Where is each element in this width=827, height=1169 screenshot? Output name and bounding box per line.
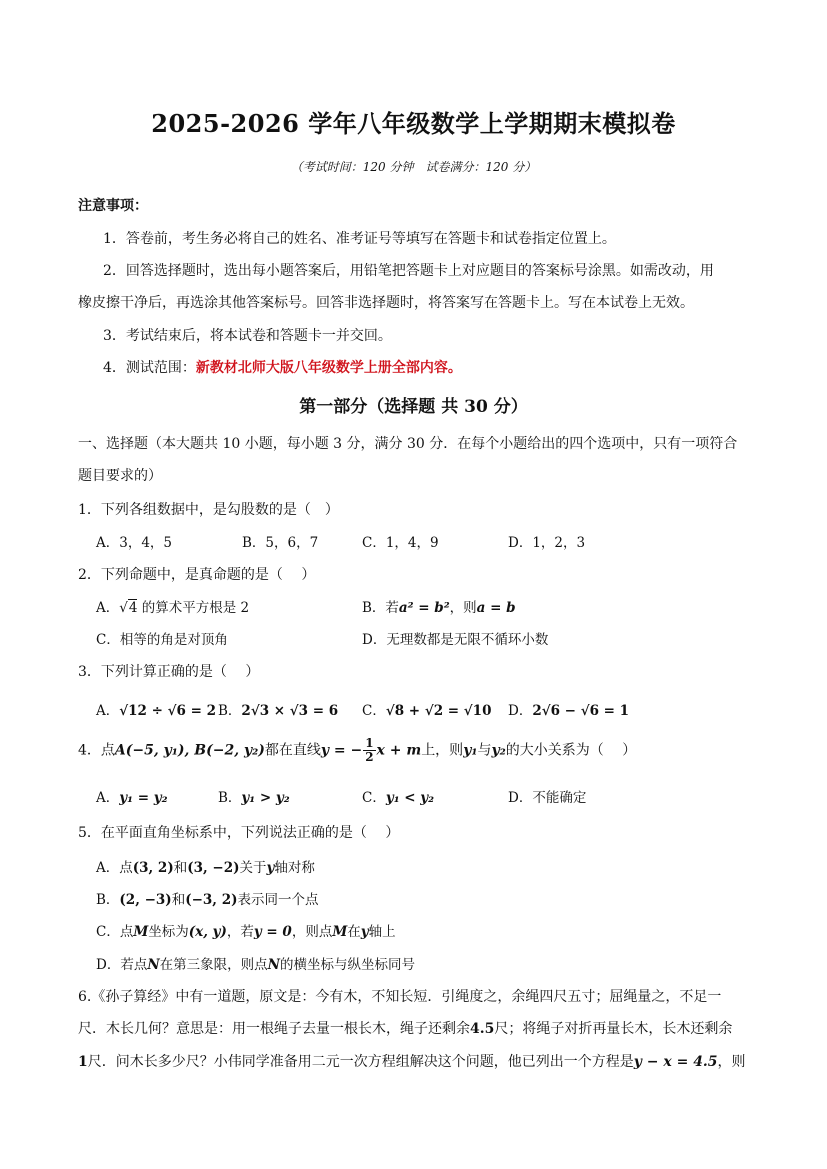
q1-option-a: A．3，4，5 — [96, 535, 173, 551]
notice-heading: 注意事项： — [78, 198, 148, 214]
q3-option-a: A．√12 ÷ √6 = 2 — [96, 703, 216, 719]
q1-option-b: B．5，6，7 — [242, 535, 319, 551]
q5-option-a: A．点(3, 2)和(3, −2)关于y轴对称 — [96, 860, 315, 876]
q4-option-a: A．y₁ = y₂ — [96, 790, 168, 806]
q3-option-d: D．2√6 − √6 = 1 — [508, 703, 630, 719]
section-title: 第一部分（选择题 共 30 分） — [299, 397, 528, 417]
q2-option-b: B．若a² = b²，则a = b — [362, 600, 516, 616]
q1-option-c: C．1，4，9 — [362, 535, 439, 551]
notice-item-1: 1．答卷前，考生务必将自己的姓名、准考证号等填写在答题卡和试卷指定位置上。 — [103, 231, 616, 247]
q1-option-d: D．1，2，3 — [508, 535, 586, 551]
exam-info: （考试时间：120 分钟 试卷满分：120 分） — [290, 160, 537, 174]
section-intro-2: 题目要求的） — [78, 468, 162, 484]
q5-option-d: D．若点N在第三象限，则点N的横坐标与纵坐标同号 — [96, 957, 416, 973]
q4-option-d: D．不能确定 — [508, 790, 587, 806]
q4-option-c: C．y₁ < y₂ — [362, 790, 435, 806]
question-6-line-3: 1尺．问木长多少尺？小伟同学准备用二元一次方程组解决这个问题，他已列出一个方程是y − x = 4.5，则 — [78, 1054, 746, 1070]
question-4-stem: 4．点A(−5, y₁), B(−2, y₂)都在直线y = − $\frac{1}{2}$ x + m上，则y₁与y₂的大小关系为（ ） — [78, 736, 637, 764]
scope-label: 4．测试范围： — [103, 360, 196, 376]
notice-item-2-cont: 橡皮擦干净后，再选涂其他答案标号。回答非选择题时，将答案写在答题卡上。写在本试卷上无效。 — [78, 295, 694, 311]
q3-option-c: C．√8 + √2 = √10 — [362, 703, 492, 719]
q3-option-b: B．2√3 × √3 = 6 — [218, 703, 339, 719]
question-3-stem: 3．下列计算正确的是（ ） — [78, 664, 260, 680]
question-1-stem: 1．下列各组数据中，是勾股数的是（ ） — [78, 502, 339, 518]
q5-option-c: C．点M坐标为(x, y)，若y = 0，则点M在y轴上 — [96, 924, 396, 940]
q2-option-d: D．无理数都是无限不循环小数 — [362, 632, 549, 648]
question-6-line-2: 尺．木长几何？意思是：用一根绳子去量一根长木，绳子还剩余4.5尺；将绳子对折再量长木，长木还剩余 — [78, 1021, 733, 1037]
q5-option-b: B．(2, −3)和(−3, 2)表示同一个点 — [96, 892, 319, 908]
notice-item-4 — [103, 357, 462, 377]
notice-item-3: 3．考试结束后，将本试卷和答题卡一并交回。 — [103, 328, 392, 344]
section-intro-1: 一、选择题（本大题共 10 小题，每小题 3 分，满分 30 分．在每个小题给出的四个选项中，只有一项符合 — [78, 436, 738, 452]
q2-option-a: A．√4 的算术平方根是 2 — [96, 600, 250, 616]
page-title: 2025-2026 学年八年级数学上学期期末模拟卷 — [151, 109, 676, 138]
scope-value: 新教材北师大版八年级数学上册全部内容。 — [195, 360, 462, 376]
notice-item-2: 2．回答选择题时，选出每小题答案后，用铅笔把答题卡上对应题目的答案标号涂黑。如需改动，用 — [103, 263, 714, 279]
q2-option-c: C．相等的角是对顶角 — [96, 632, 228, 648]
question-2-stem: 2．下列命题中，是真命题的是（ ） — [78, 567, 316, 583]
question-6-line-1: 6.《孙子算经》中有一道题，原文是：今有木，不知长短．引绳度之，余绳四尺五寸；屈绳量之，不足一 — [78, 989, 722, 1005]
question-5-stem: 5．在平面直角坐标系中，下列说法正确的是（ ） — [78, 825, 400, 841]
q4-option-b: B．y₁ > y₂ — [218, 790, 290, 806]
fraction-one-half: $\frac{1}{2}$ — [365, 736, 374, 764]
